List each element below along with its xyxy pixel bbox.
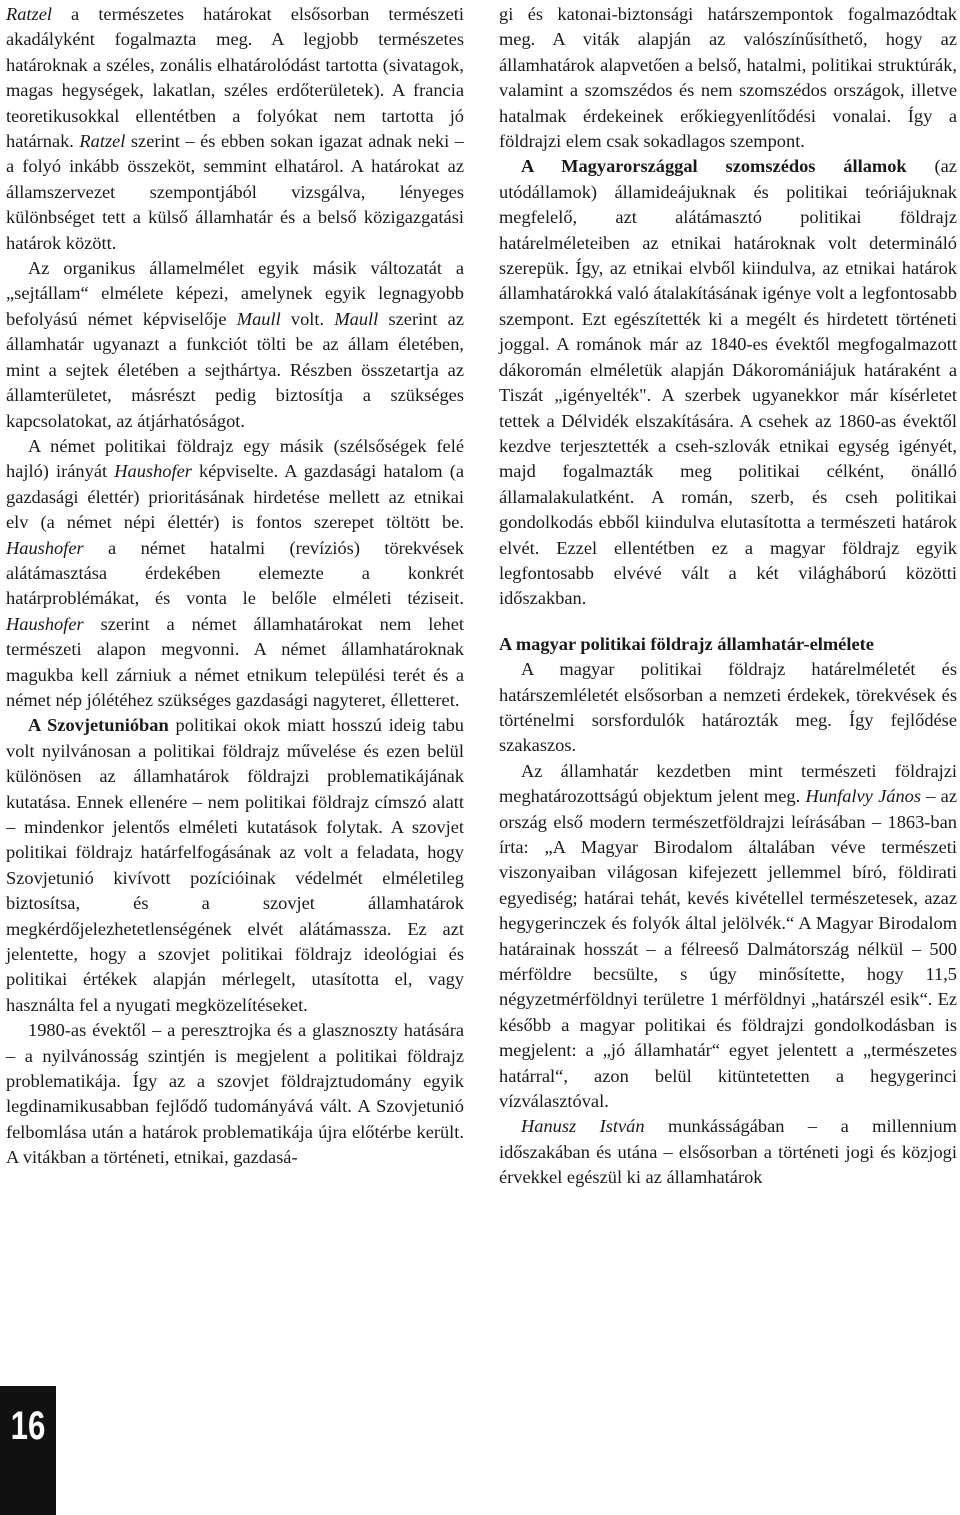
paragraph — [499, 1114, 957, 1190]
author-name: Ratzel — [79, 131, 126, 152]
author-name: Hunfalvy János — [805, 786, 921, 807]
bold-lead: A Szovjetunióban — [28, 715, 169, 736]
author-name: Maull — [334, 308, 379, 329]
paragraph — [6, 713, 464, 1018]
section-heading: A magyar politikai földrajz államhatár-elmélete — [499, 633, 874, 654]
paragraph-text: munkásságában – a millennium időszakában és utána – elsősorban a történeti jogi és közjogi érvekkel egészül ki az államhatárok — [499, 1116, 957, 1188]
paragraph — [6, 2, 464, 256]
paragraph-text: a természetes határokat elsősorban természeti akadályként fogalmazta meg. A legjobb természetes határoknak a széles, zonális elhatárolódást tartotta (sivatagok, magas hegységek, lakatlan, széles erdőterületek). A francia teoretikusokkal ellentétben a folyókat nem tartotta jó határnak. — [6, 4, 464, 152]
paragraph-text: Az államhatár kezdetben mint természeti földrajzi meghatározottságú objektum jelent meg. — [499, 760, 957, 807]
paragraph-text: Az organikus államelmélet egyik másik változatát a „sejtállam“ elmélete képezi, amelynek egyik legnagyobb befolyású német képviselője — [6, 258, 464, 329]
paragraph-text: szerint a német államhatárokat nem lehet természeti alapon megvonni. A német államhatároknak magukba kell zárniuk a német etnikum települési terét és a német nép jólétéhez szükséges gazdasági nagyteret, élletteret. — [6, 613, 464, 710]
paragraph-text: – az ország első modern természetföldrajzi leírásában – 1863-ban írta: „A Magyar Birodalom általában véve természeti viszonyaiban világosan kifejezett jellemmel bíró, földirati egyediség; határai tehát, kevés kivétellel természetesek, azaz hegygerinczek és folyók által jelölvék.“ A Magyar Birodalom határainak hosszát – a félreeső Dalmátország nélkül – 500 mérföldre becsülte, s úgy minősítette, hogy 11,5 négyzetmérföldnyi területre 1 mérföldnyi „határszél esik“. Ez később a magyar politikai és földrajzi gondolkodásban is megjelent: a „jó államhatár“ egyet jelentett a „természetes határral“, azon belül kitüntetetten a hegygerinci vízválasztóval. — [499, 786, 957, 1112]
paragraph-text: szerint az államhatár ugyanazt a funkciót tölti be az állam életében, mint a sejtek életében a sejthártya. Részben összetartja az államterületet, másrészt pedig biztosítja a szükséges kapcsolatokat, az átjárhatóságot. — [6, 308, 465, 431]
author-name: Haushofer — [114, 461, 192, 482]
author-name: Ratzel — [6, 4, 52, 24]
paragraph-text: (az utódállamok) államideájuknak és politikai teóriájuknak megfelelő, azt alátámasztó politikai földrajz határelméleteiben az etnikai határoknak volt determináló szerepük. Így, az etnikai elvből kiindulva, az etnikai határok államhatárokká való átalakításának igénye volt a legfontosabb szempont. Ezt egészítették ki a megélt és hirdetett történeti joggal. A románok már az 1840-es évektől megfogalmazott dákoromán elméletük alapján Dákoromániájuk határaként a Tiszát „igényelték". A szerbek ugyanekkor már kísérletet tettek a Délvidék elszakítására. A csehek az 1860-as évektől kezdve terjesztették a cseh-szlovák etnikai egység igényét, majd fogalmazták meg politikai célként, önálló államalakulatként. A román, szerb, és cseh politikai gondolkodás ebből kiindulva elutasította a természeti határok elvét. Ezzel ellentétben ez a magyar földrajz egyik legfontosabb elvévé vált a két világháború közötti időszakban. — [499, 156, 957, 609]
bold-lead: A Magyarországgal szomszédos államok — [521, 156, 907, 177]
paragraph-text: politikai okok miatt hosszú ideig tabu volt nyilvánosan a politikai földrajz művelése és ezen belül különösen az államhatárok földrajzi problematikájának kutatása. Ennek ellenére – nem politikai földrajz címszó alatt – mindenkor jelentős elméleti kutatások folytak. A szovjet politikai földrajz határfelfogásának az volt a feladata, hogy Szovjetunió kivívott pozícióinak védelmét elméletileg biztosítsa, és a szovjet államhatárok megkérdőjelezhetetlenségének elvét alátámassza. Ez azt jelentette, hogy a szovjet politikai földrajz ideológiai és politikai értékek alapján mérlegelt, utasította el, vagy használta fel a nyugati megközelítéseket. — [6, 715, 464, 1015]
author-name: Haushofer — [6, 613, 84, 634]
author-name: Maull — [236, 308, 281, 329]
paragraph — [499, 759, 957, 1115]
author-name: Hanusz István — [521, 1116, 645, 1137]
paragraph-text: A német politikai földrajz egy másik (szélsőségek felé hajló) irányát — [6, 435, 464, 482]
right-column — [499, 2, 957, 1191]
left-column — [6, 2, 464, 1171]
author-name: Haushofer — [6, 537, 84, 558]
paragraph: A magyar politikai földrajz határelméletét és határszemléletét elsősorban a nemzeti érdekek, törekvések és történelmi sorsfordulók határozták meg. Így fejlődése szakaszos. — [499, 659, 957, 756]
paragraph: 1980-as évektől – a peresztrojka és a glasznoszty hatására – a nyilvánosság szintjén is megjelent a politikai földrajz problematikája. Így az a szovjet földrajztudomány egyik legdinamikusabban fejlődő tudományává vált. A Szovjetunió felbomlása után a határok problematikája újra előtérbe került. A vitákban a történeti, etnikai, gazdasá- — [6, 1020, 464, 1168]
paragraph-text: képviselte. A gazdasági hatalom (a gazdasági élettér) prioritásának hirdetése mellett az etnikai elv (a német népi élettér) is fontos szerepet töltött be. — [6, 461, 464, 533]
paragraph — [499, 154, 957, 611]
page-number: 16 — [10, 1404, 46, 1448]
paragraph-text: volt. — [280, 308, 335, 329]
paragraph: gi és katonai-biztonsági határszempontok fogalmazódtak meg. A viták alapján az valószínűsíthető, hogy az államhatárok alapvetően a belső, hatalmi, politikai struktúrák, valamint a szomszédos és nem szomszédos országok, illetve hatalmak érdekeinek erőkiegyenlítődési vonalai. Így a földrajzi elem csak sokadlagos szempont. — [499, 4, 957, 152]
paragraph — [6, 434, 464, 713]
paragraph — [6, 256, 464, 434]
paragraph-text: a német hatalmi (revíziós) törekvések alátámasztása érdekében elemezte a konkrét határproblémákat, és vonta le belőle elméleti téziseit. — [6, 537, 464, 609]
paragraph-text: szerint – és ebben sokan igazat adnak neki – a folyó inkább összeköt, semmint elhatárol. A határokat az államszervezet szempontjából vizsgálva, lényeges különbséget tett a külső államhatár és a belső közigazgatási határok között. — [6, 131, 464, 253]
